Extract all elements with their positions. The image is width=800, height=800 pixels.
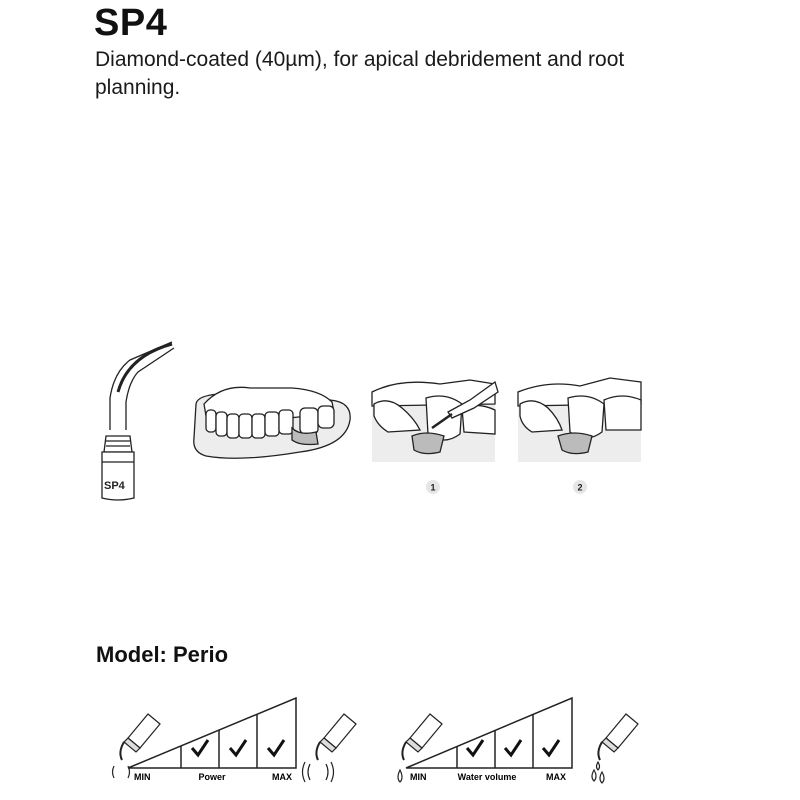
- vibration-low-icon: [113, 766, 130, 778]
- vibration-high-icon: [303, 762, 334, 782]
- step-2-number: 2: [577, 482, 583, 493]
- power-check-2: [230, 740, 246, 755]
- handpiece-water-right-icon: [598, 714, 638, 760]
- power-max-label: MAX: [272, 772, 292, 782]
- power-min-label: MIN: [134, 772, 151, 782]
- power-check-1: [192, 740, 208, 755]
- product-title: SP4: [94, 2, 168, 44]
- power-center-label: Power: [198, 772, 226, 782]
- water-min-label: MIN: [410, 772, 427, 782]
- product-description: Diamond-coated (40µm), for apical debridement and root planning.: [95, 48, 625, 99]
- water-drop-low-icon: [398, 770, 402, 782]
- handpiece-right-icon: [316, 714, 356, 760]
- water-center-label: Water volume: [457, 772, 517, 782]
- handpiece-left-icon: [120, 714, 160, 760]
- model-label: Model: Perio: [96, 642, 229, 667]
- tip-label: SP4: [104, 480, 125, 492]
- water-check-3: [543, 740, 559, 755]
- water-check-2: [505, 740, 521, 755]
- water-max-label: MAX: [546, 772, 566, 782]
- water-drops-high-icon: [592, 762, 604, 783]
- step-1-number: 1: [430, 482, 436, 493]
- power-scale: [113, 698, 357, 782]
- handpiece-water-left-icon: [402, 714, 442, 760]
- power-check-3: [268, 740, 284, 755]
- water-check-1: [467, 740, 483, 755]
- water-scale: [398, 698, 638, 783]
